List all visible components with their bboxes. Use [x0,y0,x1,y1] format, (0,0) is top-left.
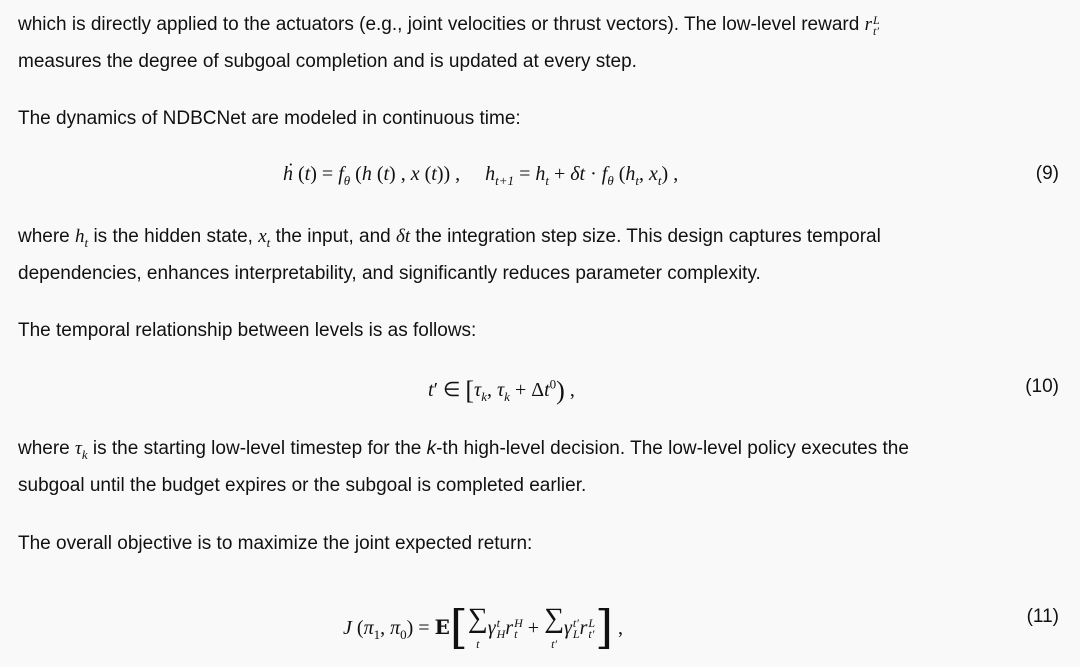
inline-math-ht: $h_t$ [75,226,89,250]
equation-9-number: (9) [1035,163,1059,184]
reward-text-line2: measures the degree of subgoal completion and is updated at every step. [18,51,637,72]
hidden-state-text-d: the integration step size. This design captures temporal [415,226,881,247]
tau-text-c: -th high-level decision. The low-level policy executes the [436,438,909,459]
inline-math-dt: δt [396,226,411,247]
paragraph-temporal-intro: The temporal relationship between levels is as follows: [18,320,477,341]
equation-10 [0,376,1080,416]
reward-text-line1: which is directly applied to the actuators (e.g., joint velocities or thrust vectors). The low-level reward [18,14,860,35]
paragraph-dynamics-intro: The dynamics of NDBCNet are modeled in continuous time: [18,108,521,129]
hidden-state-text-line2: dependencies, enhances interpretability, and significantly reduces parameter complexity. [18,263,761,284]
paragraph-reward [18,6,1068,80]
equation-9 [0,163,1080,203]
tau-text-line2: subgoal until the budget expires or the subgoal is completed earlier. [18,475,587,496]
equation-11-body: J ($\pi_1$, $\pi_0) = E$[ ∑ t γ t H r H t + ∑ t′ γ t′ L r L t′ ] , [343,600,624,654]
equation-11-number: (11) [1026,606,1059,627]
inline-math-reward: r L t′ [864,12,880,38]
hidden-state-text-c: the input, and [275,226,391,247]
equation-11 [0,600,1080,660]
paragraph-objective-intro: The overall objective is to maximize the joint expected return: [18,533,533,554]
hidden-state-text-a: where [18,226,70,247]
tau-text-a: where [18,438,70,459]
paragraph-hidden-state [18,218,1068,292]
equation-10-number: (10) [1025,376,1059,397]
tau-text-k: k [426,438,437,459]
inline-math-xt: $x_t$ [258,226,271,250]
equation-10-body: t′ ∈ [$\tau_k$, $\tau_k + \Delta t^0$) , [428,376,575,405]
equation-9-body: ḣ $(t) = f_\theta$ (h (t) , x (t)) , $h_{t+1} = h_t + \delta t \cdot f_\theta$ ($h_t$, $x_t$) , [283,163,679,188]
tau-text-b: is the starting low-level timestep for the [92,438,422,459]
paragraph-tau [18,430,1068,504]
inline-math-tauk: $\tau_k$ [75,438,88,462]
hidden-state-text-b: is the hidden state, [93,226,253,247]
